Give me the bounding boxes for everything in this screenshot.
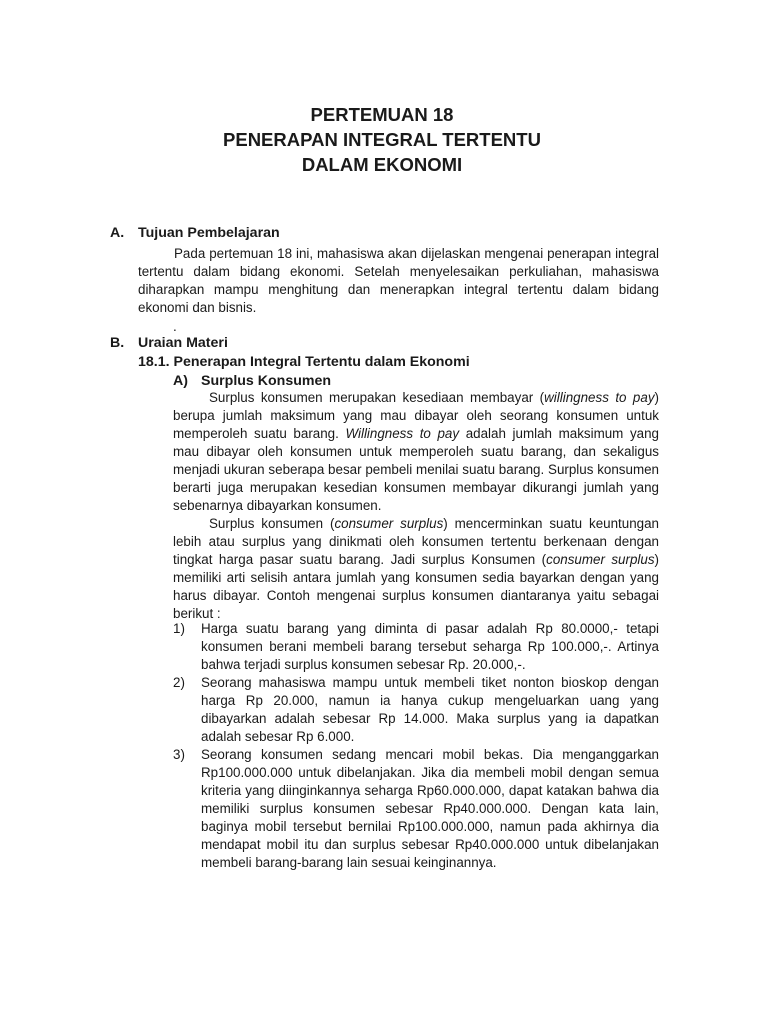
section-a-text: Pada pertemuan 18 ini, mahasiswa akan dijelaskan mengenai penerapan integral tertentu dalam bidang ekonomi. Setelah menyelesaikan perkuliahan, mahasiswa diharapkan mampu menghitung dan menerapkan integral tertentu dalam bidang ekonomi dan bisnis.: [138, 246, 659, 315]
section-a-heading: [110, 224, 280, 242]
section-b-title: Uraian Materi: [138, 335, 228, 351]
p2-text-3: ) memiliki arti selisih antara jumlah yang konsumen sedia bayarkan dengan yang harus dibayar. Contoh mengenai surplus konsumen diantaranya yaitu sebagai berikut :: [173, 552, 659, 621]
title-line-1: PERTEMUAN 18: [310, 104, 454, 125]
list-item: [173, 746, 659, 872]
page-title: [0, 102, 768, 177]
p1-text-1: Surplus konsumen merupakan kesediaan membayar (: [209, 390, 545, 405]
p2-italic-2: consumer surplus: [546, 552, 655, 567]
list-item: [173, 620, 659, 674]
list-item-text: Seorang konsumen sedang mencari mobil bekas. Dia menganggarkan Rp100.000.000 untuk dibelanjakan. Jika dia membeli mobil dengan semua kriteria yang diinginkannya seharga Rp60.000.000, dapat katakan bahwa dia memiliki surplus konsumen sebesar Rp40.000.000. Dengan kata lain, baginya mobil tersebut bernilai Rp100.000.000, namun pada akhirnya dia mendapat mobil itu dan surplus sebesar Rp40.000.000 untuk dibelanjakan membeli barang-barang lain sesuai keinginannya.: [201, 747, 659, 870]
list-item: [173, 674, 659, 746]
section-b-letter: B.: [110, 335, 125, 351]
p1-text-2: ) berupa jumlah maksimum yang mau dibayar oleh seorang konsumen untuk memperoleh suatu barang.: [173, 390, 659, 441]
p1-italic-1: willingness to pay: [544, 390, 655, 405]
list-item-number: 2): [173, 675, 185, 690]
list-item-text: Seorang mahasiswa mampu untuk membeli tiket nonton bioskop dengan harga Rp 20.000, namun ia hanya cukup mengeluarkan uang yang dibayarkan adalah sebesar Rp 14.000. Maka surplus yang ia dapatkan adalah sebesar Rp 6.000.: [201, 675, 659, 744]
stray-dot: .: [173, 319, 177, 334]
title-line-3: DALAM EKONOMI: [301, 154, 463, 175]
consumer-surplus-paragraph-1: [173, 389, 659, 515]
p1-text-3: adalah jumlah maksimum yang mau dibayar oleh konsumen untuk memperoleh suatu barang, dan sekaligus menjadi ukuran seberapa besar pembeli menilai suatu barang. Surplus konsumen berarti juga merupakan kesedian konsumen membayar dikurangi jumlah yang sebenarnya dibayarkan konsumen.: [173, 426, 659, 513]
list-item-number: 3): [173, 747, 185, 762]
section-a-paragraph: [138, 245, 659, 317]
p2-text-2: ) mencerminkan suatu keuntungan lebih atau surplus yang dinikmati oleh konsumen tertentu berkenaan dengan tingkat harga pasar suatu barang. Jadi surplus Konsumen (: [173, 516, 659, 567]
section-a-title: Tujuan Pembelajaran: [138, 225, 280, 241]
title-line-2: PENERAPAN INTEGRAL TERTENTU: [223, 129, 541, 150]
section-b-heading: [110, 334, 228, 352]
sub-a-letter: A): [173, 373, 188, 389]
list-item-number: 1): [173, 621, 185, 636]
p2-text-1: Surplus konsumen (: [209, 516, 335, 531]
p2-italic-1: consumer surplus: [334, 516, 444, 531]
p1-italic-2: Willingness to pay: [345, 426, 460, 441]
sub-a-heading: [173, 372, 331, 390]
example-list: [173, 620, 659, 872]
consumer-surplus-paragraph-2: [173, 515, 659, 623]
sub-a-title: Surplus Konsumen: [201, 373, 332, 389]
subsection-heading: 18.1. Penerapan Integral Tertentu dalam Ekonomi: [138, 354, 470, 370]
section-a-letter: A.: [110, 225, 125, 241]
list-item-text: Harga suatu barang yang diminta di pasar adalah Rp 80.0000,- tetapi konsumen berani membeli barang tersebut seharga Rp 100.000,-. Artinya bahwa terjadi surplus konsumen sebesar Rp. 20.000,-.: [201, 621, 659, 672]
